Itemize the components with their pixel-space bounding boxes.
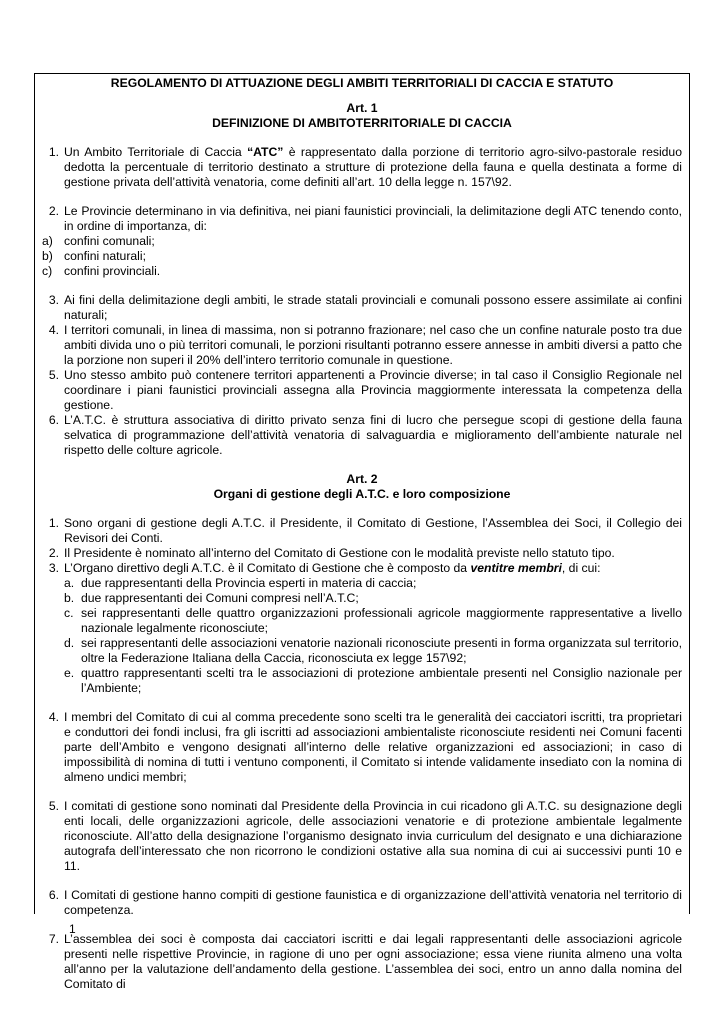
list-item [42, 249, 682, 264]
list-item [42, 666, 682, 696]
list-marker: e. [64, 666, 75, 680]
paragraph-text: Uno stesso ambito può contenere territori appartenenti a Provincie diverse; in tal caso il Consiglio Regionale nel coordinare i piani faunistici provinciali assegna alla Provincia maggiormente interessata la competenza della gestione. [64, 368, 682, 412]
paragraph-number: 3. [48, 293, 59, 307]
paragraph-number: 4. [48, 323, 59, 337]
paragraph-text: , di cui: [561, 561, 601, 575]
paragraph-text: L’Organo direttivo degli A.T.C. è il Comitato di Gestione che è composto da [64, 561, 471, 575]
list-marker: b. [64, 591, 75, 605]
list-marker: b) [42, 249, 53, 263]
document-body [35, 74, 689, 992]
art1-paragraph-6 [42, 413, 682, 458]
list-item [42, 234, 682, 249]
art1-paragraph-5 [42, 368, 682, 413]
list-item [42, 606, 682, 636]
paragraph-number: 3. [48, 561, 59, 575]
paragraph-text: I Comitati di gestione hanno compiti di gestione faunistica e di organizzazione dell’attività venatoria nel territorio di competenza. [64, 888, 682, 917]
paragraph-text: I territori comunali, in linea di massima, non si potranno frazionare; nel caso che un confine naturale posto tra due ambiti divida uno o più territori comunali, le porzioni risultanti potranno essere annesse in ambiti diversi a patto che la porzione non superi il 20% dell’intero territorio comunale in questione. [64, 323, 682, 367]
paragraph-text: è rappresentato dalla porzione di territorio agro-silvo-pastorale residuo dedotta la percentuale di territorio destinato a strutture di protezione della fauna e quella destinata a forme di gestione privata dell’attività venatoria, come definiti all’art. 10 della legge n. 157\92. [64, 145, 682, 189]
art2-paragraph-6 [42, 888, 682, 918]
art2-heading: Art. 2 [346, 472, 378, 486]
paragraph-text: I membri del Comitato di cui al comma precedente sono scelti tra le generalità dei cacciatori iscritti, tra proprietari e conduttori dei fondi inclusi, fra gli iscritti ad associazioni ambientaliste riconosciute residenti nei Comuni facenti parte dell’Ambito e vengono designati all’interno delle relative organizzazioni ed associazioni; in caso di impossibilità di nomina di tutti i ventuno componenti, il Comitato si intende validamente insediato con la nomina di almeno undici membri; [64, 710, 682, 784]
art1-heading: Art. 1 [346, 101, 378, 115]
paragraph-text: Le Provincie determinano in via definitiva, nei piani faunistici provinciali, la delimitazione degli ATC tenendo conto, in ordine di importanza, di: [64, 204, 682, 233]
paragraph-text: L’assemblea dei soci è composta dai cacciatori iscritti e dai legali rappresentanti delle associazioni agricole presenti nelle rispettive Provincie, in ragione di uno per ogni associazione; essa viene riunita almeno una volta all’anno per la valutazione dell’andamento della gestione. L’assemblea dei soci, entro un anno dalla nomina del Comitato di [64, 932, 682, 991]
list-text: confini naturali; [64, 249, 146, 263]
paragraph-number: 5. [48, 368, 59, 382]
list-marker: c) [42, 264, 53, 278]
list-text: confini provinciali. [64, 264, 161, 278]
list-item [42, 576, 682, 591]
paragraph-text: L’A.T.C. è struttura associativa di diritto privato senza fini di lucro che persegue scopi di gestione della fauna selvatica di programmazione dell’attività venatoria di salvaguardia e miglioramento dell’ambiente naturale nel rispetto delle colture agricole. [64, 413, 682, 457]
paragraph-text: Un Ambito Territoriale di Caccia [64, 145, 248, 159]
paragraph-text: Ai fini della delimitazione degli ambiti, le strade statali provinciali e comunali possono essere assimilate ai confini naturali; [64, 293, 682, 322]
list-marker: c. [64, 606, 74, 620]
paragraph-number: 6. [48, 413, 59, 427]
list-text: due rappresentanti dei Comuni compresi nell’A.T.C; [81, 591, 359, 605]
paragraph-number: 7. [48, 932, 59, 946]
document-title: REGOLAMENTO DI ATTUAZIONE DEGLI AMBITI TERRITORIALI DI CACCIA E STATUTO [110, 76, 614, 90]
paragraph-number: 4. [48, 710, 59, 724]
art2-paragraph-5 [42, 799, 682, 874]
list-item [42, 636, 682, 666]
art2-subheading: Organi di gestione degli A.T.C. e loro composizione [213, 487, 511, 501]
art2-paragraph-4 [42, 710, 682, 785]
paragraph-number: 2. [48, 546, 59, 560]
paragraph-number: 6. [48, 888, 59, 902]
paragraph-text: Sono organi di gestione degli A.T.C. il Presidente, il Comitato di Gestione, l’Assemblea dei Soci, il Collegio dei Revisori dei Conti. [64, 516, 682, 545]
paragraph-number: 2. [48, 204, 59, 218]
list-item [42, 264, 682, 279]
members-count: ventitre membri [470, 561, 562, 575]
list-marker: a. [64, 576, 75, 590]
list-marker: d. [64, 636, 75, 650]
list-marker: a) [42, 234, 53, 248]
art1-paragraph-3 [42, 293, 682, 323]
paragraph-text: Il Presidente è nominato all’interno del Comitato di Gestione con le modalità previste nello statuto tipo. [64, 546, 615, 560]
art2-paragraph-2 [42, 546, 682, 561]
atc-term: “ATC” [247, 145, 284, 159]
art2-paragraph-7 [42, 932, 682, 992]
document-frame [34, 73, 690, 991]
art1-paragraph-2 [42, 204, 682, 234]
art2-paragraph-1 [42, 516, 682, 546]
page-number: 1 [69, 922, 76, 936]
paragraph-number: 1. [48, 516, 59, 530]
list-text: due rappresentanti della Provincia esperti in materia di caccia; [81, 576, 417, 590]
list-text: sei rappresentanti delle associazioni venatorie nazionali riconosciute presenti in forma organizzata sul territorio, oltre la Federazione Italiana della Caccia, riconosciuta ex legge 157\92; [81, 636, 682, 665]
list-text: sei rappresentanti delle quattro organizzazioni professionali agricole maggiormente rappresentative a livello nazionale legalmente riconosciute; [81, 606, 682, 635]
paragraph-number: 1. [48, 145, 59, 159]
art1-paragraph-4 [42, 323, 682, 368]
paragraph-number: 5. [48, 799, 59, 813]
list-item [42, 591, 682, 606]
art2-paragraph-3 [42, 561, 682, 576]
art1-paragraph-1 [42, 145, 682, 190]
paragraph-text: I comitati di gestione sono nominati dal Presidente della Provincia in cui ricadono gli A.T.C. su designazione degli enti locali, delle organizzazioni agricole, delle associazioni venatorie e di protezione ambientale legalmente riconosciute. All’atto della designazione l’organismo designato invia curriculum del designato e una dichiarazione autografa dell’interessato che non ricorrono le condizioni ostative alla sua nomina di cui ai successivi punti 10 e 11. [64, 799, 682, 873]
art1-subheading: DEFINIZIONE DI AMBITOTERRITORIALE DI CACCIA [212, 116, 512, 130]
list-text: quattro rappresentanti scelti tra le associazioni di protezione ambientale presenti nel Consiglio nazionale per l’Ambiente; [81, 666, 682, 695]
list-text: confini comunali; [64, 234, 155, 248]
